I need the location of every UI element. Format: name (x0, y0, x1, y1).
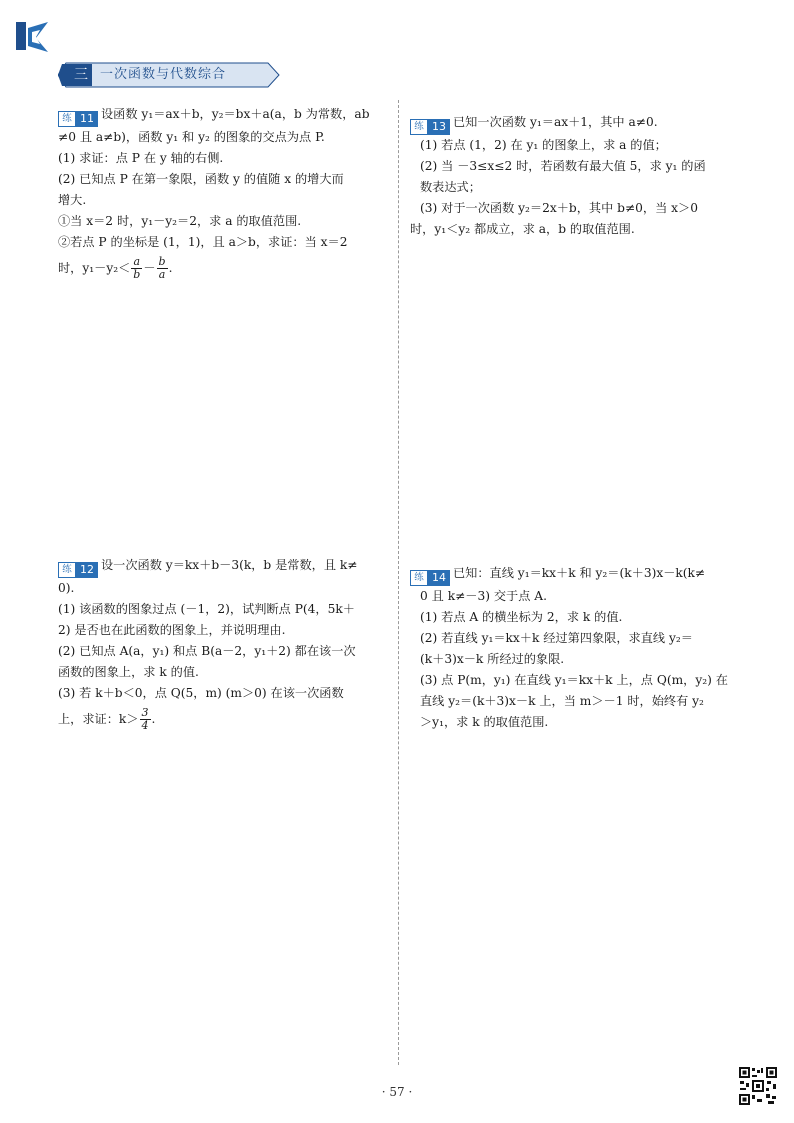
problem-text-line: (3) 对于一次函数 y₂＝2x＋b，其中 b≠0，当 x＞0 (420, 201, 698, 215)
problem-text-line: ②若点 P 的坐标是 (1，1)，且 a＞b，求证：当 x＝2 (58, 235, 348, 249)
problem-text-line: 已知一次函数 y₁＝ax＋1，其中 a≠0. (453, 115, 658, 129)
problem-text-line: 已知：直线 y₁＝kx＋k 和 y₂＝(k＋3)x－k(k≠ (453, 566, 706, 580)
fraction: $\frac{a}{b}$ (133, 255, 141, 281)
problem-text-line: (1) 求证：点 P 在 y 轴的右侧. (58, 151, 224, 165)
problem-text-line: ＞y₁，求 k 的取值范围. (420, 715, 549, 729)
problem-number: 11 (76, 111, 98, 127)
problem-tag: 练 12 (58, 562, 98, 578)
problem-tag: 练 13 (410, 119, 450, 135)
problem-number: 12 (76, 562, 98, 578)
problem-text-line: (k＋3)x－k 所经过的象限. (420, 652, 565, 666)
fraction: $\frac{b}{a}$ (158, 255, 166, 281)
section-number: 三 (74, 67, 88, 83)
problem-text-line: 直线 y₂＝(k＋3)x－k 上，当 m＞－1 时，始终有 y₂ (420, 694, 704, 708)
qr-code-icon[interactable] (738, 1066, 778, 1106)
problem-text-line: 函数的图象上，求 k 的值. (58, 665, 199, 679)
problem-text-line: (2) 已知点 P 在第一象限，函数 y 的值随 x 的增大而 (58, 172, 344, 186)
problem-13 (410, 112, 744, 240)
problem-text-line: ≠0 且 a≠b)，函数 y₁ 和 y₂ 的图象的交点为点 P. (58, 130, 325, 144)
publisher-logo-icon (14, 20, 50, 54)
problem-12 (58, 555, 388, 732)
problem-text-line: 设函数 y₁＝ax＋b，y₂＝bx＋a(a，b 为常数，ab (101, 107, 370, 121)
problem-11 (58, 104, 388, 281)
problem-text-line: (3) 点 P(m，y₁) 在直线 y₁＝kx＋k 上，点 Q(m，y₂) 在 (420, 673, 728, 687)
problem-number: 14 (428, 570, 450, 586)
problem-tag: 练 11 (58, 111, 98, 127)
column-divider (398, 100, 399, 1065)
problem-14 (410, 563, 744, 733)
problem-text-line: (2) 当 －3≤x≤2 时，若函数有最大值 5，求 y₁ 的函 (420, 159, 706, 173)
problem-text-line: 上，求证：k＞ $\frac{3}{4}$ . (58, 706, 156, 732)
problem-text-line: (1) 若点 (1，2) 在 y₁ 的图象上，求 a 的值； (420, 138, 667, 152)
problem-text-line: 0 且 k≠－3) 交于点 A. (420, 589, 547, 603)
problem-text-line: (1) 若点 A 的横坐标为 2，求 k 的值. (420, 610, 623, 624)
problem-text-line: (3) 若 k＋b＜0，点 Q(5，m) (m＞0) 在该一次函数 (58, 686, 344, 700)
problem-tag: 练 14 (410, 570, 450, 586)
problem-text-line: (2) 已知点 A(a，y₁) 和点 B(a－2，y₁＋2) 都在该一次 (58, 644, 356, 658)
problem-text-line: 时，y₁－y₂＜ $\frac{a}{b}$ － $\frac{b}{a}$ . (58, 255, 173, 281)
problem-text-line: 0). (58, 581, 75, 595)
fraction: $\frac{3}{4}$ (141, 706, 149, 732)
problem-text-line: (1) 该函数的图象过点 (－1，2)，试判断点 P(4，5k＋ (58, 602, 355, 616)
problem-text-line: 增大. (58, 193, 87, 207)
problem-text-line: 2) 是否也在此函数的图象上，并说明理由. (58, 623, 286, 637)
problem-text-line: 时，y₁＜y₂ 都成立，求 a，b 的取值范围. (410, 222, 635, 236)
problem-text-line: (2) 若直线 y₁＝kx＋k 经过第四象限，求直线 y₂＝ (420, 631, 693, 645)
problem-number: 13 (428, 119, 450, 135)
page-number: · 57 · (381, 1085, 413, 1099)
problem-text-line: 设一次函数 y＝kx＋b－3(k，b 是常数，且 k≠ (101, 558, 358, 572)
section-title: 一次函数与代数综合 (100, 67, 227, 82)
problem-text-line: 数表达式； (420, 180, 481, 194)
problem-text-line: ①当 x＝2 时，y₁－y₂＝2，求 a 的取值范围. (58, 214, 302, 228)
